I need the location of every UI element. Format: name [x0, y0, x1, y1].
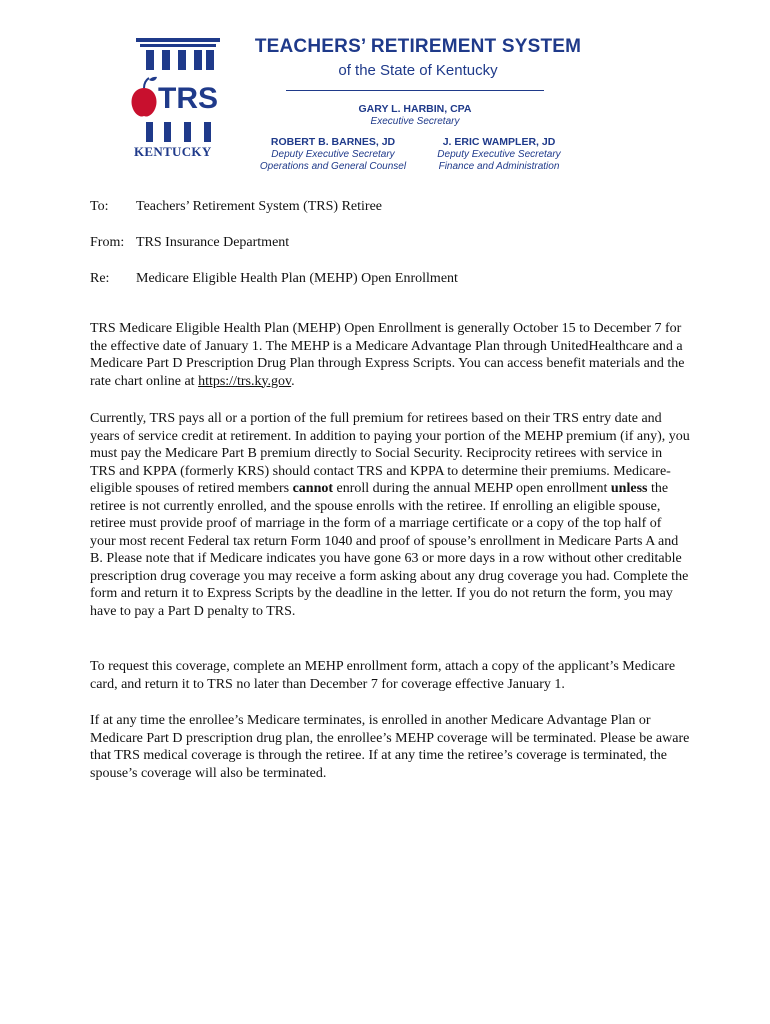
deputy-left-title2: Operations and General Counsel	[259, 161, 407, 172]
memo-from-label: From:	[90, 235, 125, 250]
executive-title: Executive Secretary	[370, 116, 460, 127]
apple-icon	[132, 77, 158, 117]
org-name: TEACHERS’ RETIREMENT SYSTEM	[254, 36, 582, 57]
memo-re	[90, 271, 458, 287]
deputy-left-name: ROBERT B. BARNES, JD	[270, 136, 396, 148]
emphasis-cannot: cannot	[292, 481, 334, 496]
deputy-left	[258, 136, 408, 173]
org-subtitle: of the State of Kentucky	[338, 62, 498, 79]
executive-name: GARY L. HARBIN, CPA	[358, 103, 472, 115]
deputy-right	[424, 136, 574, 173]
deputy-right-title2: Finance and Administration	[438, 161, 560, 172]
header-divider	[286, 90, 544, 91]
paragraph-3: To request this coverage, complete an MEHP enrollment form, attach a copy of the applicant’s Medicare card, and return it to TRS no later than December 7 for coverage effective January 1.	[90, 659, 676, 692]
memo-re-label: Re:	[90, 271, 110, 286]
paragraph-2: Currently, TRS pays all or a portion of the full premium for retirees based on their TRS entry date and years of service credit at retirement. In addition to paying your portion of the MEHP premium (if any), you must pay the Medicare Part B premium directly to Social Security. Reciprocity retirees with service in TRS and KPPA (formerly KRS) should contact TRS and KPPA to determine their premiums. Medicare-eligible spouses of retired members cannot enroll during the annual MEHP open enrollment unless the retiree is not currently enrolled, and the spouse enrolls with the retiree. If enrolling an eligible spouse, retiree must provide proof of marriage in the form of a marriage certificate or a copy of the top half of your most recent Federal tax return Form 1040 and proof of spouse’s enrollment in Medicare Parts A and B. Please note that if Medicare indicates you have gone 63 or more days in a row without other creditable prescription drug coverage you may receive a form asking about any drug coverage you had. Complete the form and return it to Express Scripts by the deadline in the letter. If you do not return the form, you may have to pay a Part D penalty to TRS.	[90, 411, 690, 619]
trs-website-link[interactable]: https://trs.ky.gov	[198, 373, 292, 389]
memo-to	[90, 199, 383, 215]
emphasis-unless: unless	[610, 481, 648, 496]
trs-logo	[128, 36, 228, 160]
deputy-left-title1: Deputy Executive Secretary	[271, 149, 395, 160]
memo-to-label: To:	[90, 199, 109, 214]
executive-officer	[340, 103, 490, 128]
paragraph-4: If at any time the enrollee’s Medicare terminates, is enrolled in another Medicare Advantage Plan or Medicare Part D prescription drug plan, the enrollee’s MEHP coverage will be terminated. Please be aware that TRS medical coverage is through the retiree. If at any time the retiree’s coverage is terminated, the spouse’s coverage will also be terminated.	[90, 713, 690, 781]
paragraph-1-text: TRS Medicare Eligible Health Plan (MEHP) Open Enrollment is generally October 15 to December 7 for the effective date of January 1. The MEHP is a Medicare Advantage Plan through UnitedHealthcare and a Medicare Part D Prescription Drug Plan through Express Scripts. You can access benefit materials and the rate chart online at	[90, 321, 685, 389]
memo-from-value: TRS Insurance Department	[136, 235, 290, 250]
columns-icon	[136, 38, 220, 70]
bottom-columns-icon	[146, 122, 211, 142]
deputy-right-name: J. ERIC WAMPLER, JD	[442, 136, 556, 148]
logo-state: KENTUCKY	[134, 144, 212, 159]
deputy-right-title1: Deputy Executive Secretary	[437, 149, 561, 160]
memo-from	[90, 235, 290, 251]
memo-to-value: Teachers’ Retirement System (TRS) Retiree	[136, 199, 383, 214]
logo-abbrev: TRS	[158, 82, 218, 115]
paragraph-1: TRS Medicare Eligible Health Plan (MEHP) Open Enrollment is generally October 15 to December 7 for the effective date of January 1. The MEHP is a Medicare Advantage Plan through UnitedHealthcare and a Medicare Part D Prescription Drug Plan through Express Scripts. You can access benefit materials and the rate chart online at https://trs.ky.gov.	[90, 321, 685, 389]
memo-re-value: Medicare Eligible Health Plan (MEHP) Open Enrollment	[136, 271, 458, 286]
